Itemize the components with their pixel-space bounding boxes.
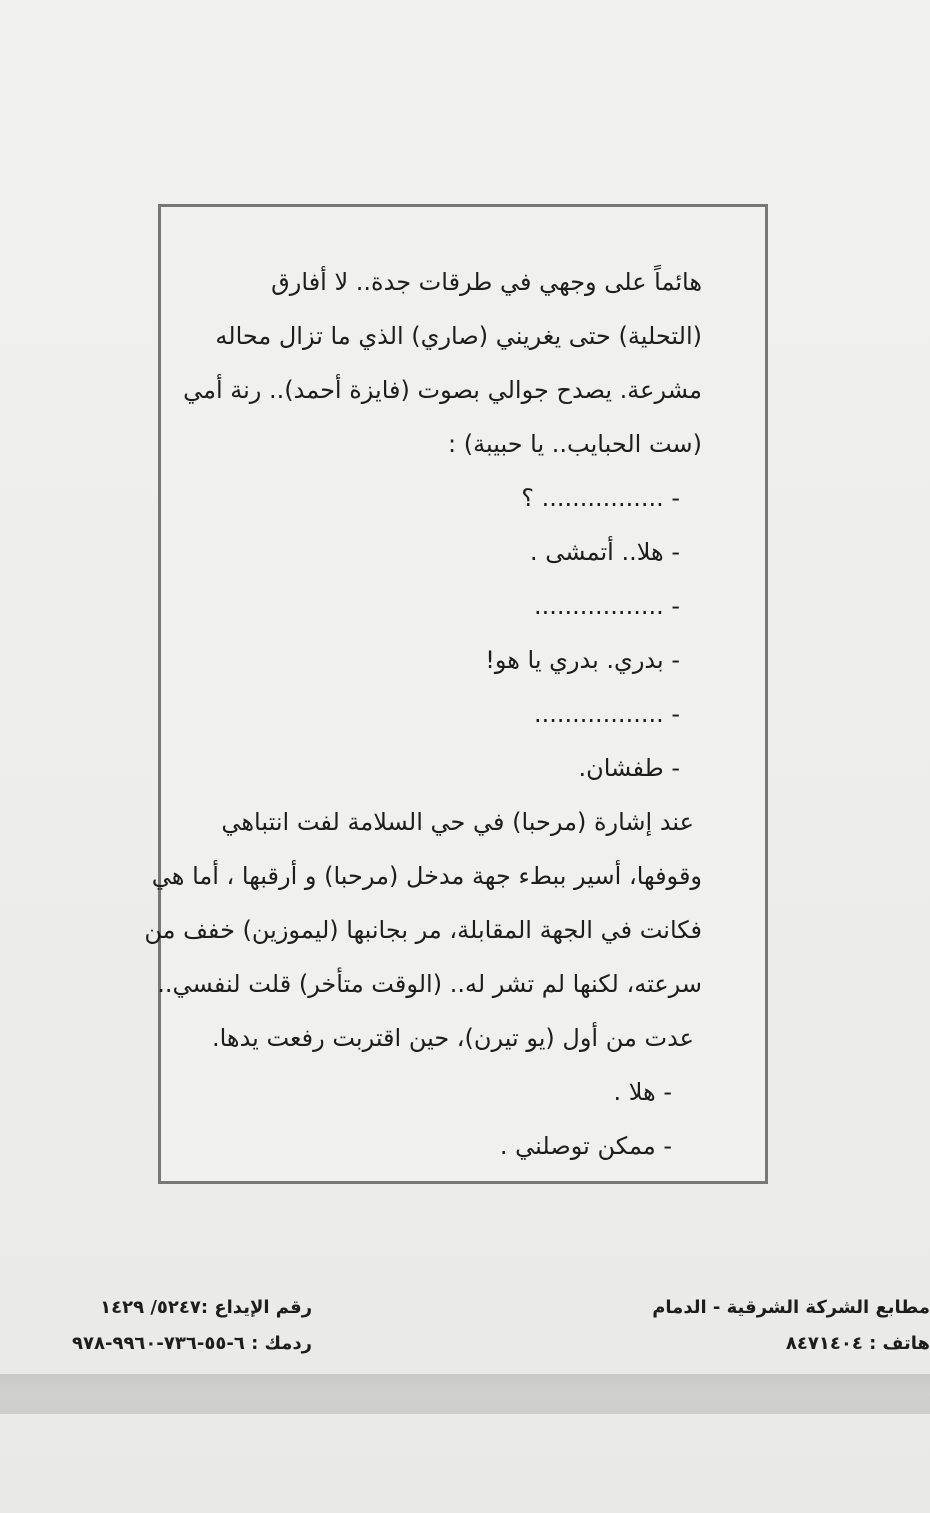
excerpt-line: وقوفها، أسير ببطء جهة مدخل (مرحبا) و أرقبها ، أما هي xyxy=(151,862,702,890)
excerpt-line: عدت من أول (يو تيرن)، حين اقتربت رفعت يدها. xyxy=(211,1024,694,1052)
excerpt-frame xyxy=(144,204,768,1184)
printer-name: مطابع الشركة الشرقية - الدمام xyxy=(652,1297,930,1318)
deposit-number: رقم الإيداع :٥٢٤٧/ ١٤٢٩ xyxy=(100,1297,313,1318)
dialogue-line: - هلا . xyxy=(613,1078,672,1106)
dialogue-line: - طفشان. xyxy=(578,754,680,782)
excerpt-line: فكانت في الجهة المقابلة، مر بجانبها (ليموزين) خفف من xyxy=(144,916,702,944)
excerpt-line: (ست الحبايب.. يا حبيبة) : xyxy=(448,430,702,458)
dialogue-line: - هلا.. أتمشى . xyxy=(529,538,680,566)
excerpt-line: مشرعة. يصدح جوالي بصوت (فايزة أحمد).. رنة أمي xyxy=(183,376,702,404)
isbn-number: ردمك : ٦-٥٥-٧٣٦-٩٩٦٠-٩٧٨ xyxy=(72,1333,313,1354)
printer-phone: هاتف : ٨٤٧١٤٠٤ xyxy=(785,1333,930,1354)
excerpt-line: سرعته، لكنها لم تشر له.. (الوقت متأخر) قلت لنفسي.. xyxy=(157,970,702,998)
printer-info xyxy=(652,1290,930,1362)
dialogue-line: - ................. xyxy=(534,700,680,728)
bottom-band xyxy=(0,1374,930,1414)
excerpt-line: عند إشارة (مرحبا) في حي السلامة لفت انتباهي xyxy=(221,808,694,836)
excerpt-line: هائماً على وجهي في طرقات جدة.. لا أفارق xyxy=(271,268,702,296)
dialogue-line: - بدري. بدري يا هو! xyxy=(485,646,680,674)
dialogue-line: - ................ ؟ xyxy=(521,484,680,512)
excerpt-text xyxy=(144,255,702,1173)
dialogue-line: - ممكن توصلني . xyxy=(499,1132,672,1160)
excerpt-line: (التحلية) حتى يغريني (صاري) الذي ما تزال محاله xyxy=(215,322,702,350)
dialogue-line: - ................. xyxy=(534,592,680,620)
publication-info xyxy=(72,1290,312,1362)
